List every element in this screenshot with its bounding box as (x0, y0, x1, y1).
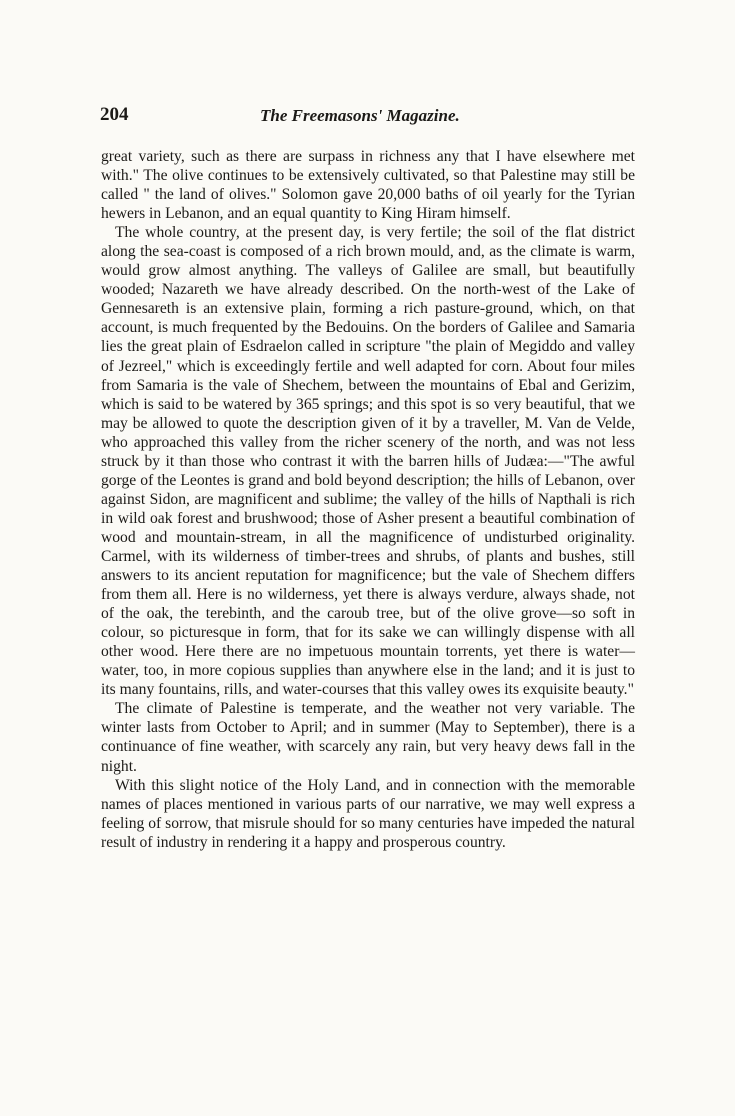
page-number: 204 (100, 104, 129, 125)
paragraph: The climate of Palestine is temperate, and the weather not very variable. The winter lasts from October to April; and in summer (May to September), there is a continuance of fine weather, with scarcely any rain, but very heavy dews fall in the night. (101, 700, 635, 775)
paragraph: With this slight notice of the Holy Land, and in connection with the memorable names of places mentioned in various parts of our narrative, we may well express a feeling of sorrow, that misrule should for so many centuries have impeded the natural result of industry in rendering it a happy and prosperous country. (101, 776, 635, 851)
running-title: The Freemasons' Magazine. (260, 106, 460, 125)
article-body (101, 147, 635, 852)
paragraph: great variety, such as there are surpass in richness any that I have elsewhere met with." The olive continues to be extensively cultivated, so that Palestine may still be called " the land of olives." Solomon gave 20,000 baths of oil yearly for the Tyrian hewers in Lebanon, and an equal quantity to King Hiram himself. (101, 148, 635, 223)
page-header (100, 104, 640, 128)
paragraph: The whole country, at the present day, is very fertile; the soil of the flat district along the sea-coast is composed of a rich brown mould, and, as the climate is warm, would grow almost anything. The valleys of Galilee are small, but beautifully wooded; Nazareth we have already described. On the north-west of the Lake of Gennesareth is an extensive plain, forming a rich pasture-ground, which, on that account, is much frequented by the Bedouins. On the borders of Galilee and Samaria lies the great plain of Esdraelon called in scripture "the plain of Megiddo and valley of Jezreel," which is exceedingly fertile and well adapted for corn. About four miles from Samaria is the vale of Shechem, between the mountains of Ebal and Gerizim, which is said to be watered by 365 springs; and this spot is so very beautiful, that we may be allowed to quote the description given of it by a traveller, M. Van de Velde, who approached this valley from the richer scenery of the north, and was not less struck by it than those who contrast it with the barren hills of Judæa:—"The awful gorge of the Leontes is grand and bold beyond description; the hills of Lebanon, over against Sidon, are magnificent and sublime; the valley of the hills of Napthali is rich in wild oak forest and brushwood; those of Asher present a beautiful combination of wood and mountain-stream, in all the magnificence of undisturbed originality. Carmel, with its wilderness of timber-trees and shrubs, of plants and bushes, still answers to its ancient reputation for magnificence; but the vale of Shechem differs from them all. Here is no wilderness, yet there is always verdure, always shade, not of the oak, the terebinth, and the caroub tree, but of the olive grove—so soft in colour, so picturesque in form, that for its sake we can willingly dispense with all other wood. Here there are no impetuous mountain torrents, yet there is water—water, too, in more copious supplies than anywhere else in the land; and it is just to its many fountains, rills, and water-courses that this valley owes its exquisite beauty." (101, 224, 635, 699)
